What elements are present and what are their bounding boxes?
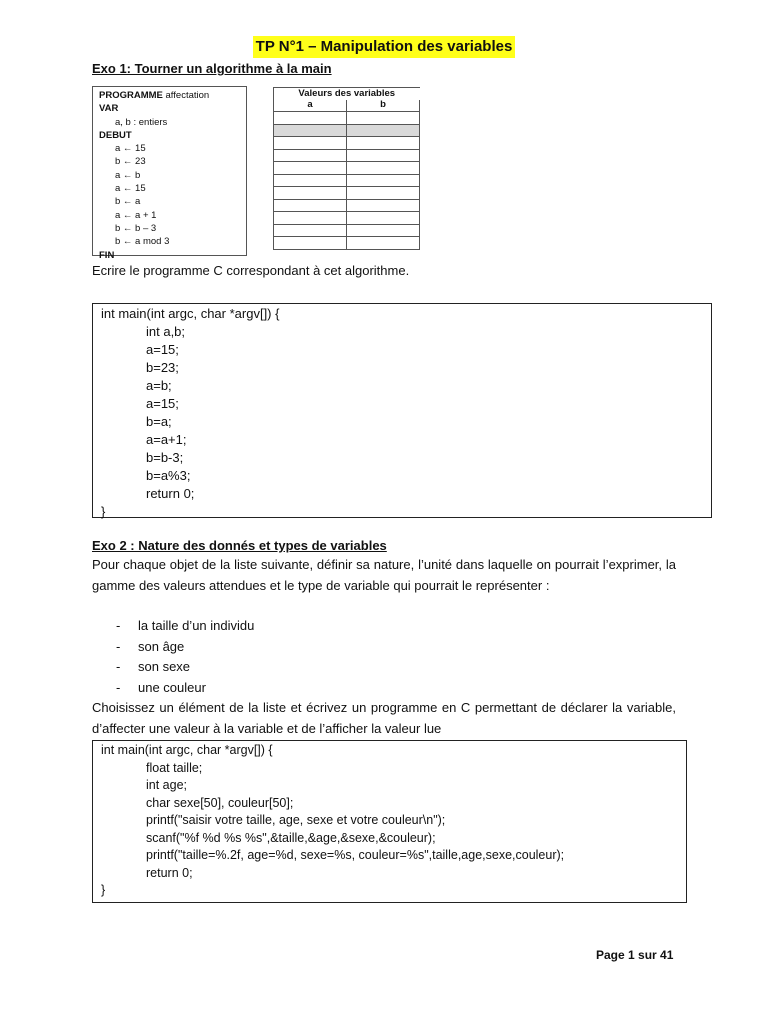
table-row [274,187,420,200]
algo-statement: b ← b – 3 [115,222,157,234]
list-item [116,616,254,637]
algo-debut-keyword: DEBUT [99,129,132,141]
table-cell [347,149,420,162]
code-line: float taille; [146,760,203,775]
table-row [274,199,420,212]
values-table [273,87,420,250]
algo-fin-keyword: FIN [99,249,115,261]
exo2-intro: Pour chaque objet de la liste suivante, définir sa nature, l’unité dans laquelle on pourrait l’exprimer, la gamme des valeurs attendues et le type de variable qui pourrait le représenter : [92,557,676,593]
list-item [116,678,254,699]
table-cell [347,187,420,200]
table-row [274,224,420,237]
values-table-header-row [274,88,420,100]
table-row [274,137,420,150]
algo-var-decl: a, b : entiers [115,116,168,128]
table-cell [347,237,420,250]
algo-program-line [99,89,240,102]
code-line: } [101,883,106,897]
table-cell [274,212,347,225]
table-row [274,237,420,250]
code-line: a=15; [146,396,179,411]
values-table-col-b: b [347,100,420,112]
code-line: a=15; [146,342,179,357]
code-line: char sexe[50], couleur[50]; [146,795,294,810]
table-cell [274,237,347,250]
bullet-dash: - [116,659,121,674]
code-line: b=23; [146,360,179,375]
exo1-heading: Exo 1: Tourner un algorithme à la main [92,61,332,76]
code-line: printf("saisir votre taille, age, sexe et votre couleur\n"); [146,813,446,827]
code-line: int main(int argc, char *argv[]) { [101,306,280,321]
bullet-dash: - [116,618,121,633]
bullet-dash: - [116,638,121,654]
code-line: return 0; [146,865,193,880]
algo-program-keyword: PROGRAMME [99,90,163,101]
list-item [116,657,254,678]
code-line: b=a%3; [146,468,191,483]
algo-statement: a ← 15 [115,183,146,195]
values-table-col-row [274,100,420,112]
exo2-instruction: Choisissez un élément de la liste et écrivez un programme en C permettant de déclarer la variable, d’affecter une valeur à la variable et de l’afficher la valeur lue [92,700,676,736]
exo2-code-box [92,740,687,903]
code-line: printf("taille=%.2f, age=%d, sexe=%s, couleur=%s",taille,age,sexe,couleur); [146,848,565,862]
code-line: return 0; [146,486,195,501]
list-item-text: une couleur [138,679,206,695]
table-cell [347,212,420,225]
code-line: int main(int argc, char *argv[]) { [101,743,273,757]
code-line: a=a+1; [146,432,187,447]
title-wrapper [0,36,768,58]
page-title: TP N°1 – Manipulation des variables [253,36,516,58]
table-cell [274,187,347,200]
table-cell [347,199,420,212]
table-row [274,174,420,187]
code-line: int a,b; [146,324,186,339]
table-cell [347,174,420,187]
exo2-list [116,616,254,698]
algorithm-box [92,86,247,261]
exo2-heading: Exo 2 : Nature des donnés et types de variables [92,538,387,553]
algo-statement: b ← a [115,196,141,208]
list-item-text: la taille d’un individu [138,618,255,633]
exo1-code-box [92,303,712,518]
algo-statement: a ← b [115,169,141,181]
table-cell [347,162,420,175]
table-cell [274,112,347,125]
table-row [274,112,420,125]
algo-var-keyword: VAR [99,103,119,115]
algo-statement: a ← 15 [115,143,146,155]
table-cell [274,174,347,187]
table-row [274,149,420,162]
algo-statement: a ← a + 1 [115,209,157,221]
table-cell [347,124,420,137]
algo-statement: b ← a mod 3 [115,236,170,248]
code-line: b=b-3; [146,450,184,465]
table-cell [347,137,420,150]
table-cell [274,224,347,237]
code-line: } [101,504,106,519]
list-item-text: son âge [138,638,185,654]
code-line: scanf("%f %d %s %s",&taille,&age,&sexe,&couleur); [146,830,436,845]
algo-statement: b ← 23 [115,156,146,168]
table-cell [347,112,420,125]
table-row [274,212,420,225]
table-cell [274,162,347,175]
bullet-dash: - [116,679,121,695]
table-cell [274,137,347,150]
table-cell [347,224,420,237]
table-cell [274,149,347,162]
code-line: b=a; [146,414,172,429]
code-line: int age; [146,778,188,792]
page-number: Page 1 sur 41 [596,948,674,962]
table-cell [274,124,347,137]
list-item [116,637,254,658]
algo-program-name: affectation [162,90,210,101]
code-line: a=b; [146,378,172,393]
list-item-text: son sexe [138,659,191,674]
exo1-instruction: Ecrire le programme C correspondant à cet algorithme. [92,263,410,278]
values-table-col-a: a [274,100,347,112]
table-row [274,124,420,137]
table-row [274,162,420,175]
values-table-header: Valeurs des variables [274,88,420,100]
table-cell [274,199,347,212]
